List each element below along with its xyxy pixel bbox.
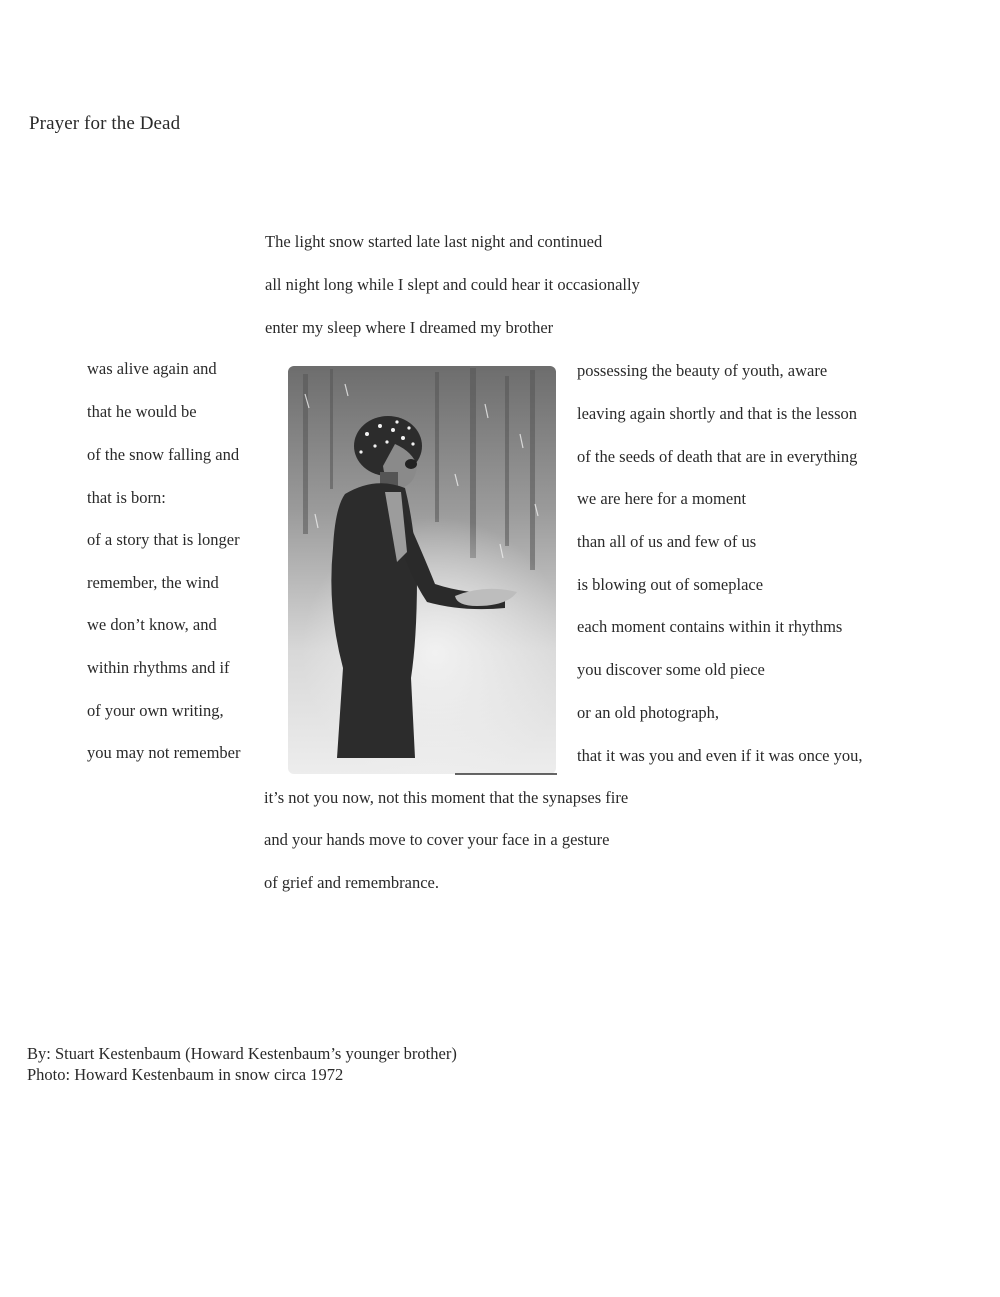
poem-line-left: remember, the wind xyxy=(87,573,219,592)
poem-line-left: we don’t know, and xyxy=(87,615,217,634)
author-credit: By: Stuart Kestenbaum (Howard Kestenbaum’s younger brother) xyxy=(27,1044,457,1063)
poem-line-left: was alive again and xyxy=(87,359,217,378)
poem-line-left: you may not remember xyxy=(87,743,241,762)
poem-line-right: we are here for a moment xyxy=(577,489,747,508)
poem-line-left: of your own writing, xyxy=(87,701,224,720)
photograph-man-in-snow xyxy=(285,364,557,776)
poem-line-right: or an old photograph, xyxy=(577,703,720,722)
poem-line-right: than all of us and few of us xyxy=(577,532,757,551)
poem-line: of grief and remembrance. xyxy=(264,873,439,892)
poem-line-left: of a story that is longer xyxy=(87,530,240,549)
poem-line-right: that it was you and even if it was once you, xyxy=(577,746,863,765)
poem-line: The light snow started late last night and continued xyxy=(265,232,603,251)
poem-line-right: of the seeds of death that are in everything xyxy=(577,447,858,466)
poem-line-right: is blowing out of someplace xyxy=(577,575,764,594)
poem-line: all night long while I slept and could hear it occasionally xyxy=(265,275,640,294)
poem-line-left: within rhythms and if xyxy=(87,658,230,677)
photo-credit: Photo: Howard Kestenbaum in snow circa 1972 xyxy=(27,1065,344,1084)
poem-line: it’s not you now, not this moment that the synapses fire xyxy=(264,788,629,807)
poem-line-left: that he would be xyxy=(87,402,197,421)
poem-line: and your hands move to cover your face in a gesture xyxy=(264,830,610,849)
credits xyxy=(27,1043,457,1085)
poem-line-right: each moment contains within it rhythms xyxy=(577,617,843,636)
poem-line-left: that is born: xyxy=(87,488,166,507)
poem-line-right: you discover some old piece xyxy=(577,660,765,679)
poem-line: enter my sleep where I dreamed my brother xyxy=(265,318,554,337)
poem-line-right: leaving again shortly and that is the lesson xyxy=(577,404,857,423)
poem-title: Prayer for the Dead xyxy=(29,113,181,134)
poem-line-right: possessing the beauty of youth, aware xyxy=(577,361,828,380)
poem-line-left: of the snow falling and xyxy=(87,445,240,464)
